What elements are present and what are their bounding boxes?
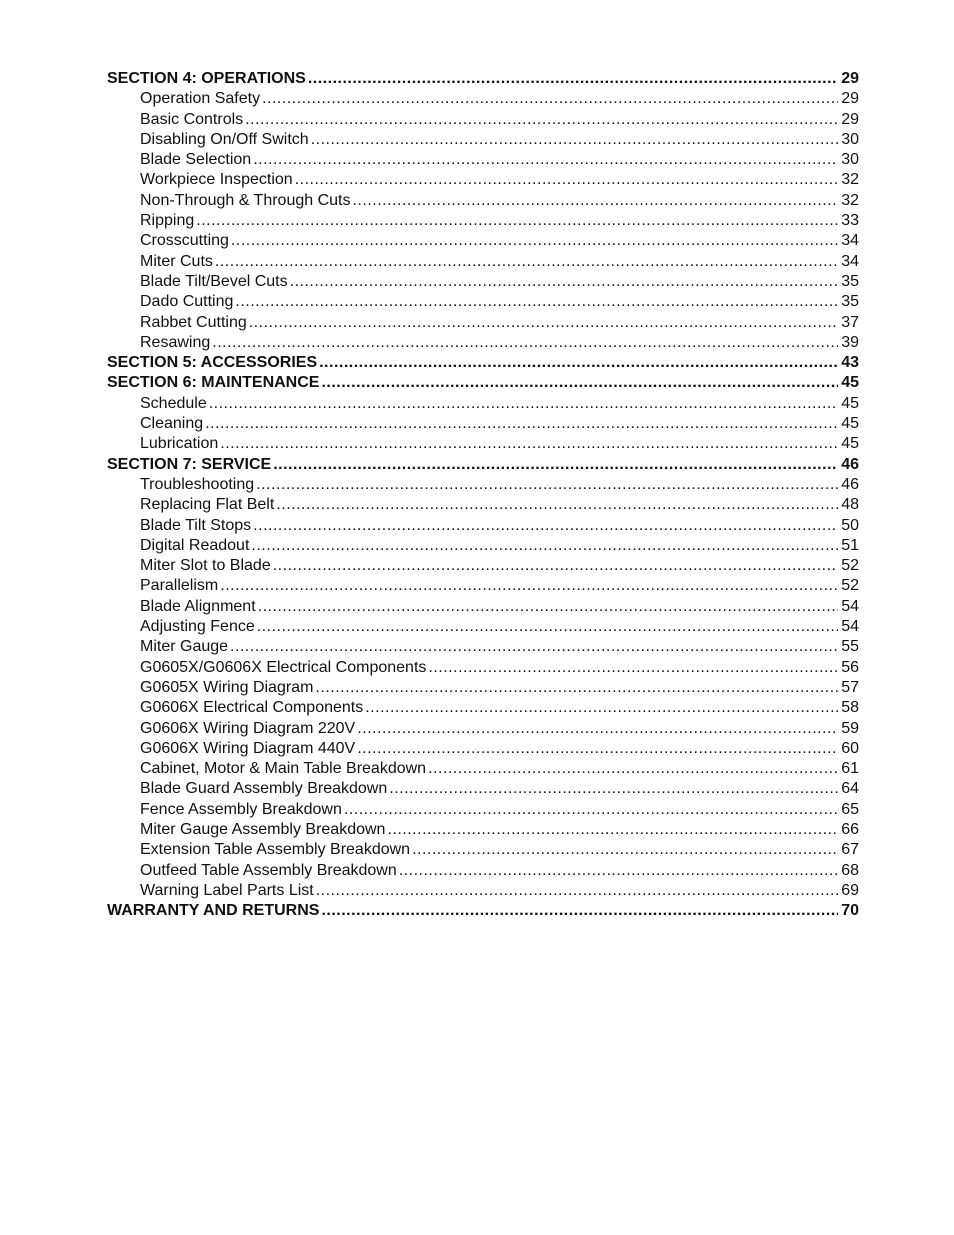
toc-dot-leader	[235, 292, 838, 312]
toc-page-number: 30	[841, 151, 859, 169]
toc-entry-title: WARRANTY AND RETURNS	[107, 902, 320, 920]
toc-dot-leader	[315, 678, 838, 698]
toc-entry-title: Cleaning	[140, 415, 204, 433]
toc-page-number: 56	[841, 658, 859, 676]
toc-dot-leader	[220, 434, 838, 454]
toc-subsection-entry[interactable]	[107, 820, 859, 840]
toc-subsection-entry[interactable]	[107, 292, 859, 312]
toc-page-number: 45	[841, 394, 859, 412]
toc-dot-leader	[212, 333, 838, 353]
toc-subsection-entry[interactable]	[107, 394, 859, 414]
toc-entry-title: SECTION 6: MAINTENANCE	[107, 374, 320, 392]
toc-subsection-entry[interactable]	[107, 861, 859, 881]
toc-entry-title: Crosscutting	[140, 232, 229, 250]
toc-page-number: 66	[841, 820, 859, 838]
toc-entry-title: G0606X Electrical Components	[140, 699, 364, 717]
toc-dot-leader	[387, 820, 838, 840]
toc-entry-title: Warning Label Parts List	[140, 881, 314, 899]
toc-entry-title: Rabbet Cutting	[140, 313, 247, 331]
toc-entry-title: Parallelism	[140, 577, 219, 595]
toc-dot-leader	[412, 840, 838, 860]
toc-subsection-entry[interactable]	[107, 89, 859, 109]
toc-subsection-entry[interactable]	[107, 191, 859, 211]
toc-entry-title: Ripping	[140, 212, 195, 230]
toc-subsection-entry[interactable]	[107, 313, 859, 333]
toc-subsection-entry[interactable]	[107, 333, 859, 353]
toc-page-number: 29	[841, 70, 859, 87]
toc-dot-leader	[365, 698, 838, 718]
toc-entry-title: Blade Guard Assembly Breakdown	[140, 780, 388, 798]
toc-dot-leader	[273, 455, 838, 475]
toc-subsection-entry[interactable]	[107, 739, 859, 759]
toc-entry-title: Outfeed Table Assembly Breakdown	[140, 861, 397, 879]
toc-subsection-entry[interactable]	[107, 881, 859, 901]
table-of-contents	[107, 69, 859, 921]
toc-dot-leader	[389, 779, 838, 799]
toc-subsection-entry[interactable]	[107, 576, 859, 596]
toc-subsection-entry[interactable]	[107, 779, 859, 799]
toc-dot-leader	[399, 861, 838, 881]
toc-subsection-entry[interactable]	[107, 840, 859, 860]
toc-subsection-entry[interactable]	[107, 719, 859, 739]
toc-subsection-entry[interactable]	[107, 475, 859, 495]
toc-page-number: 29	[841, 110, 859, 128]
toc-dot-leader	[357, 719, 838, 739]
toc-entry-title: Miter Gauge Assembly Breakdown	[140, 820, 386, 838]
toc-subsection-entry[interactable]	[107, 637, 859, 657]
toc-page-number: 46	[841, 475, 859, 493]
toc-subsection-entry[interactable]	[107, 678, 859, 698]
toc-page-number: 45	[841, 435, 859, 453]
toc-section-entry[interactable]	[107, 901, 859, 921]
toc-entry-title: Non-Through & Through Cuts	[140, 191, 351, 209]
toc-page-number: 35	[841, 272, 859, 290]
toc-subsection-entry[interactable]	[107, 414, 859, 434]
toc-entry-title: SECTION 5: ACCESSORIES	[107, 354, 318, 372]
toc-dot-leader	[209, 394, 838, 414]
toc-entry-title: Replacing Flat Belt	[140, 496, 275, 514]
toc-dot-leader	[316, 881, 838, 901]
toc-subsection-entry[interactable]	[107, 536, 859, 556]
toc-page-number: 52	[841, 577, 859, 595]
toc-page-number: 30	[841, 130, 859, 148]
toc-subsection-entry[interactable]	[107, 617, 859, 637]
toc-subsection-entry[interactable]	[107, 252, 859, 272]
toc-dot-leader	[428, 759, 838, 779]
toc-entry-title: Cabinet, Motor & Main Table Breakdown	[140, 760, 427, 778]
toc-entry-title: Blade Tilt Stops	[140, 516, 252, 534]
toc-dot-leader	[231, 231, 838, 251]
toc-dot-leader	[245, 110, 838, 130]
toc-subsection-entry[interactable]	[107, 759, 859, 779]
toc-section-entry[interactable]	[107, 455, 859, 475]
toc-entry-title: Digital Readout	[140, 536, 250, 554]
toc-dot-leader	[311, 130, 839, 150]
toc-dot-leader	[290, 272, 839, 292]
toc-entry-title: SECTION 4: OPERATIONS	[107, 70, 306, 87]
toc-subsection-entry[interactable]	[107, 170, 859, 190]
toc-entry-title: G0606X Wiring Diagram 440V	[140, 739, 356, 757]
toc-section-entry[interactable]	[107, 69, 859, 89]
toc-page-number: 52	[841, 557, 859, 575]
toc-page-number: 34	[841, 252, 859, 270]
toc-page-number: 29	[841, 90, 859, 108]
toc-dot-leader	[357, 739, 838, 759]
toc-page-number: 60	[841, 739, 859, 757]
toc-entry-title: Dado Cutting	[140, 293, 234, 311]
toc-page-number: 55	[841, 638, 859, 656]
toc-entry-title: Miter Cuts	[140, 252, 213, 270]
toc-subsection-entry[interactable]	[107, 800, 859, 820]
toc-dot-leader	[295, 170, 839, 190]
toc-page-number: 43	[841, 354, 859, 372]
toc-entry-title: Troubleshooting	[140, 475, 255, 493]
toc-subsection-entry[interactable]	[107, 110, 859, 130]
toc-entry-title: Blade Tilt/Bevel Cuts	[140, 272, 288, 290]
toc-entry-title: Lubrication	[140, 435, 219, 453]
toc-dot-leader	[251, 536, 838, 556]
toc-subsection-entry[interactable]	[107, 211, 859, 231]
toc-dot-leader	[257, 617, 838, 637]
toc-page-number: 68	[841, 861, 859, 879]
toc-page-number: 45	[841, 374, 859, 392]
toc-entry-title: Blade Alignment	[140, 597, 256, 615]
toc-entry-title: Blade Selection	[140, 151, 252, 169]
toc-dot-leader	[273, 556, 838, 576]
toc-dot-leader	[308, 69, 838, 89]
toc-subsection-entry[interactable]	[107, 658, 859, 678]
toc-dot-leader	[262, 89, 838, 109]
toc-page-number: 37	[841, 313, 859, 331]
toc-entry-title: Basic Controls	[140, 110, 244, 128]
toc-subsection-entry[interactable]	[107, 231, 859, 251]
toc-subsection-entry[interactable]	[107, 150, 859, 170]
toc-page-number: 70	[841, 902, 859, 920]
toc-subsection-entry[interactable]	[107, 597, 859, 617]
toc-page-number: 54	[841, 597, 859, 615]
toc-dot-leader	[258, 597, 839, 617]
toc-page-number: 46	[841, 455, 859, 473]
toc-entry-title: Adjusting Fence	[140, 618, 255, 636]
toc-subsection-entry[interactable]	[107, 698, 859, 718]
toc-section-entry[interactable]	[107, 373, 859, 393]
toc-page-number: 48	[841, 496, 859, 514]
toc-page-number: 33	[841, 212, 859, 230]
toc-entry-title: Workpiece Inspection	[140, 171, 293, 189]
toc-subsection-entry[interactable]	[107, 272, 859, 292]
toc-subsection-entry[interactable]	[107, 130, 859, 150]
toc-entry-title: Disabling On/Off Switch	[140, 130, 309, 148]
toc-entry-title: Operation Safety	[140, 90, 261, 108]
toc-entry-title: SECTION 7: SERVICE	[107, 455, 272, 473]
toc-subsection-entry[interactable]	[107, 516, 859, 536]
toc-page-number: 54	[841, 618, 859, 636]
toc-subsection-entry[interactable]	[107, 495, 859, 515]
toc-dot-leader	[249, 313, 838, 333]
toc-dot-leader	[319, 353, 838, 373]
toc-dot-leader	[352, 191, 838, 211]
toc-page-number: 35	[841, 293, 859, 311]
toc-dot-leader	[253, 150, 838, 170]
toc-entry-title: Extension Table Assembly Breakdown	[140, 841, 411, 859]
toc-dot-leader	[253, 516, 838, 536]
toc-page-number: 57	[841, 678, 859, 696]
toc-dot-leader	[256, 475, 838, 495]
toc-page-number: 34	[841, 232, 859, 250]
toc-page-number: 67	[841, 841, 859, 859]
toc-page-number: 59	[841, 719, 859, 737]
toc-dot-leader	[276, 495, 838, 515]
toc-entry-title: Schedule	[140, 394, 207, 412]
toc-dot-leader	[196, 211, 838, 231]
toc-dot-leader	[344, 800, 838, 820]
toc-dot-leader	[321, 373, 838, 393]
toc-page-number: 39	[841, 333, 859, 351]
toc-entry-title: G0605X Wiring Diagram	[140, 678, 314, 696]
toc-page-number: 45	[841, 415, 859, 433]
toc-entry-title: Fence Assembly Breakdown	[140, 800, 342, 818]
toc-page-number: 64	[841, 780, 859, 798]
toc-page-number: 69	[841, 881, 859, 899]
toc-page-number: 32	[841, 191, 859, 209]
toc-entry-title: G0606X Wiring Diagram 220V	[140, 719, 356, 737]
toc-entry-title: Miter Gauge	[140, 638, 229, 656]
toc-dot-leader	[220, 576, 838, 596]
toc-entry-title: G0605X/G0606X Electrical Components	[140, 658, 427, 676]
toc-page-number: 65	[841, 800, 859, 818]
toc-page-number: 51	[841, 536, 859, 554]
toc-page-number: 58	[841, 699, 859, 717]
toc-dot-leader	[230, 637, 838, 657]
toc-subsection-entry[interactable]	[107, 434, 859, 454]
toc-section-entry[interactable]	[107, 353, 859, 373]
toc-dot-leader	[215, 252, 838, 272]
toc-dot-leader	[428, 658, 838, 678]
toc-page-number: 32	[841, 171, 859, 189]
toc-page-number: 50	[841, 516, 859, 534]
toc-entry-title: Miter Slot to Blade	[140, 557, 271, 575]
toc-subsection-entry[interactable]	[107, 556, 859, 576]
toc-entry-title: Resawing	[140, 333, 211, 351]
toc-dot-leader	[205, 414, 838, 434]
toc-page-number: 61	[841, 760, 859, 778]
toc-dot-leader	[321, 901, 838, 921]
